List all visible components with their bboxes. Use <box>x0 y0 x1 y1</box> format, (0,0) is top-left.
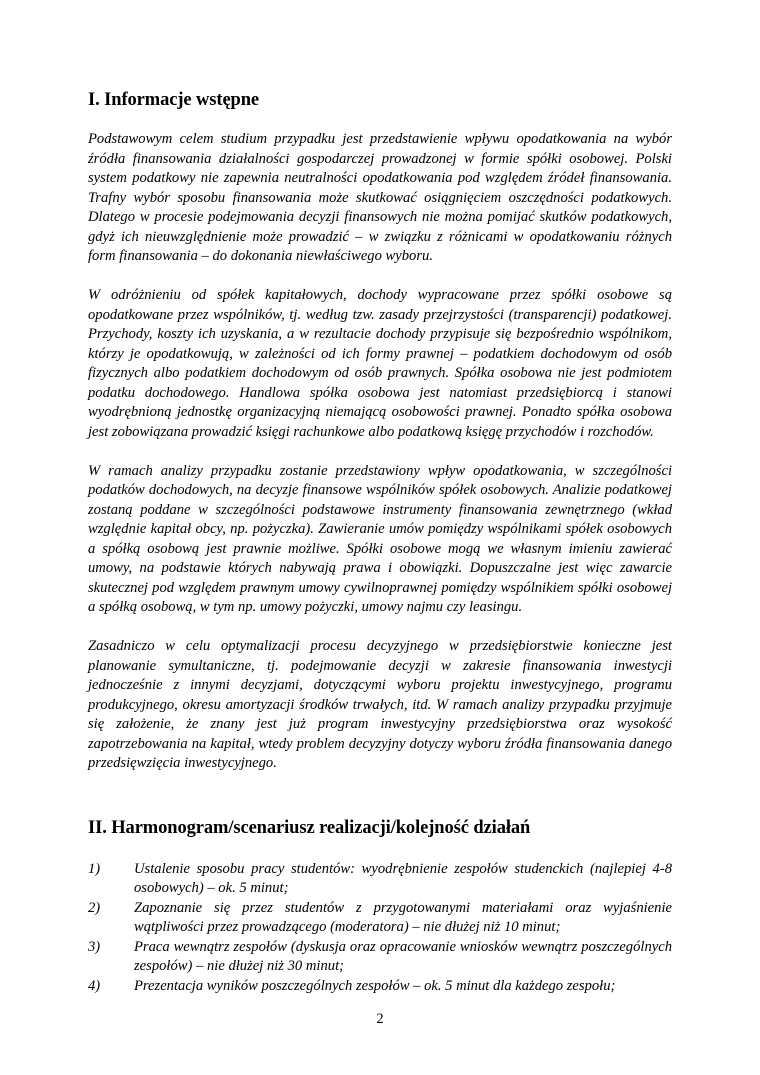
paragraph: W ramach analizy przypadku zostanie przedstawiony wpływ opodatkowania, w szczególności podatków dochodowych, na decyzje finansowe wspólników spółek osobowych. Analizie podatkowej zostaną poddane w szczególności podstawowe instrumenty finansowania zewnętrznego (wkład względnie kapitał obcy, np. pożyczka). Zawieranie umów pomiędzy wspólnikami spółek osobowych a spółką osobową jest prawnie możliwe. Spółki osobowe mogą we własnym imieniu zawierać umowy, na podstawie których nabywają prawa i obowiązki. Dopuszczalne jest więc zawarcie skutecznej pod względem prawnym umowy cywilnoprawnej pomiędzy wspólnikiem spółki osobowej a spółką osobową, w tym np. umowy pożyczki, umowy najmu czy leasingu. <box>88 462 672 615</box>
paragraph: Podstawowym celem studium przypadku jest przedstawienie wpływu opodatkowania na wybór źródła finansowania działalności gospodarczej prowadzonej w formie spółki osobowej. Polski system podatkowy nie zapewnia neutralności opodatkowania pod względem źródeł finansowania. Trafny wybór sposobu finansowania może skutkować osiągnięciem oszczędności podatkowych. Dlatego w procesie podejmowania decyzji finansowych nie można pomijać skutków podatkowych, gdyż ich nieuwzględnienie może prowadzić – w związku z różnicami w opodatkowaniu różnych form finansowania – do dokonania niewłaściwego wyboru. <box>88 131 672 264</box>
list-item-text: Praca wewnątrz zespołów (dyskusja oraz opracowanie wniosków wewnątrz poszczególnych zespołów) – nie dłużej niż 30 minut; <box>134 938 672 974</box>
page-number: 2 <box>376 1011 384 1027</box>
list-item-number: 1) <box>88 860 101 877</box>
list-item-text: Prezentacja wyników poszczególnych zespołów – ok. 5 minut dla każdego zespołu; <box>134 977 616 994</box>
list-item <box>88 938 672 976</box>
section-heading-intro: I. Informacje wstępne <box>88 90 260 110</box>
page-content <box>88 88 672 997</box>
list-item <box>88 977 672 996</box>
paragraph: Zasadniczo w celu optymalizacji procesu decyzyjnego w przedsiębiorstwie konieczne jest planowanie symultaniczne, tj. podejmowanie decyzji w zakresie finansowania inwestycji jednocześnie z innymi decyzjami, dotyczącymi wyboru projektu inwestycyjnego, programu produkcyjnego, okresu amortyzacji środków trwałych, itd. W ramach analizy przypadku przyjmuje się założenie, że znany jest już program inwestycyjny przedsiębiorstwa oraz wysokość zapotrzebowania na kapitał, wtedy problem decyzyjny dotyczy wyboru źródła finansowania danego przedsięwzięcia inwestycyjnego. <box>88 638 672 771</box>
list-item <box>88 899 672 937</box>
schedule-list <box>88 860 672 996</box>
paragraph: W odróżnieniu od spółek kapitałowych, dochody wypracowane przez spółki osobowe są opodatkowane przez wspólników, tj. według tzw. zasady przejrzystości (transparencji) podatkowej. Przychody, koszty ich uzyskania, a w rezultacie dochody przypisuje się bezpośrednio wspólnikom, którzy je opodatkowują, w zależności od ich formy prawnej – podatkiem dochodowym od osób fizycznych albo podatkiem dochodowym od osób prawnych. Spółka osobowa nie jest podmiotem podatku dochodowego. Handlowa spółka osobowa jest natomiast przedsiębiorcą i stanowi wyodrębnioną jednostkę organizacyjną niemającą osobowości prawnej. Ponadto spółka osobowa jest zobowiązana prowadzić księgi rachunkowe albo podatkową księgę przychodów i rozchodów. <box>88 287 672 440</box>
list-item-number: 3) <box>88 938 101 955</box>
list-item <box>88 860 672 898</box>
list-item-number: 4) <box>88 977 101 994</box>
list-item-text: Zapoznanie się przez studentów z przygotowanymi materiałami oraz wyjaśnienie wątpliwości przez prowadzącego (moderatora) – nie dłużej niż 10 minut; <box>134 899 672 935</box>
list-item-text: Ustalenie sposobu pracy studentów: wyodrębnienie zespołów studenckich (najlepiej 4-8 osobowych) – ok. 5 minut; <box>134 860 672 896</box>
section-heading-schedule: II. Harmonogram/scenariusz realizacji/kolejność działań <box>88 817 531 838</box>
list-item-number: 2) <box>88 899 101 916</box>
